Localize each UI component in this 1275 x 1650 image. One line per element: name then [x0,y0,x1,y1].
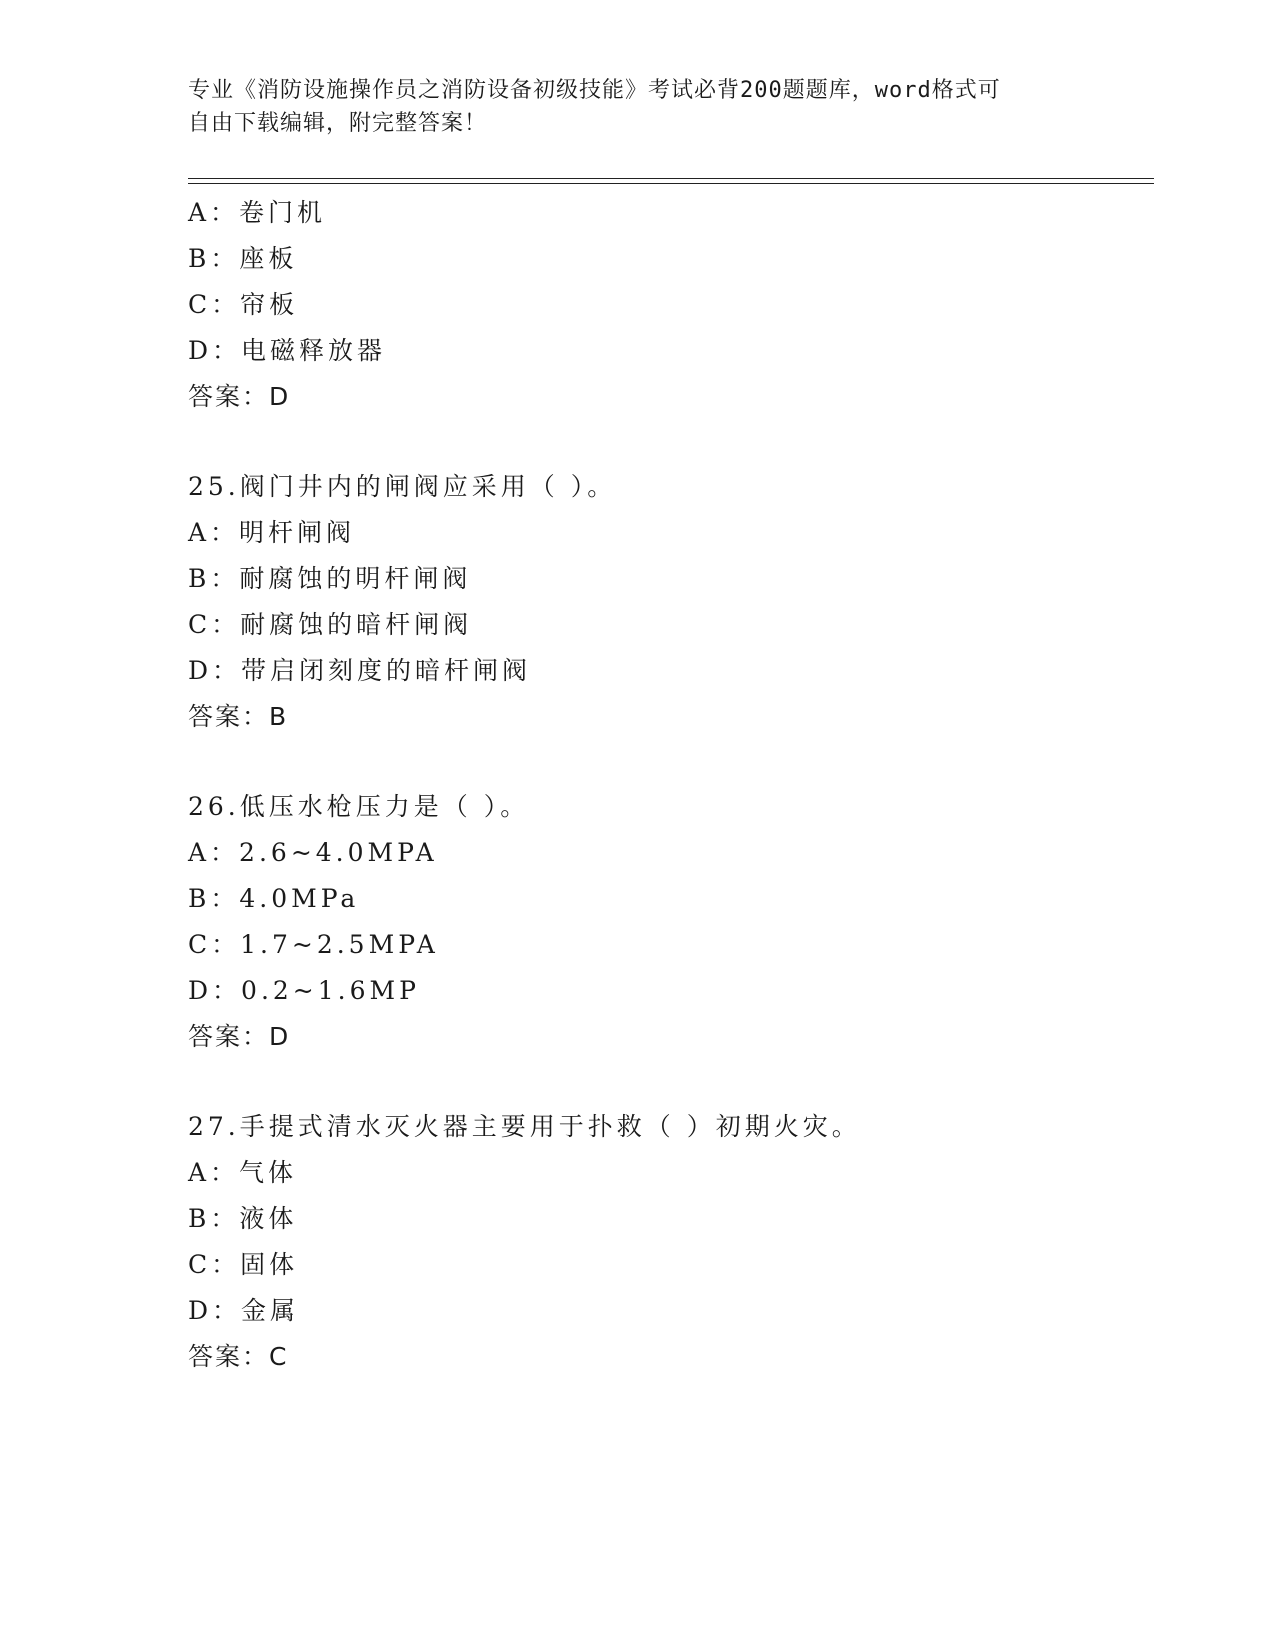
option-b: B：4.0MPa [188,884,360,913]
option-d: D：0.2~1.6MP [188,976,420,1005]
document-header [188,74,1088,140]
option-c: C：1.7~2.5MPA [188,930,439,959]
option-c: C：帘板 [188,290,299,319]
answer: 答案：D [188,382,291,411]
question-text: 27.手提式清水灭火器主要用于扑救（ ）初期火灾。 [188,1112,861,1141]
option-d: D：金属 [188,1296,300,1325]
header-line-2: 自由下载编辑，附完整答案！ [188,111,488,136]
answer: 答案：D [188,1022,291,1051]
question-25 [188,464,1148,740]
option-b: B：耐腐蚀的明杆闸阀 [188,564,472,593]
option-a: A：气体 [188,1158,298,1187]
question-text: 25.阀门井内的闸阀应采用（ ）。 [188,472,617,501]
option-a: A：明杆闸阀 [188,518,356,547]
question-partial [188,190,1148,420]
question-list [188,190,1148,1380]
answer: 答案：B [188,702,289,731]
answer: 答案：C [188,1342,289,1371]
header-divider-bottom [188,183,1154,184]
option-a: A：2.6~4.0MPA [188,838,438,867]
header-divider-top [188,178,1154,179]
option-a: A：卷门机 [188,198,327,227]
option-b: B：座板 [188,244,298,273]
question-text: 26.低压水枪压力是（ ）。 [188,792,530,821]
option-c: C：耐腐蚀的暗杆闸阀 [188,610,473,639]
option-d: D：带启闭刻度的暗杆闸阀 [188,656,532,685]
option-c: C：固体 [188,1250,299,1279]
option-b: B：液体 [188,1204,298,1233]
header-line-1: 专业《消防设施操作员之消防设备初级技能》考试必背200题题库，word格式可 [188,78,1001,103]
question-26 [188,784,1148,1060]
option-d: D：电磁释放器 [188,336,387,365]
question-27 [188,1104,1148,1380]
